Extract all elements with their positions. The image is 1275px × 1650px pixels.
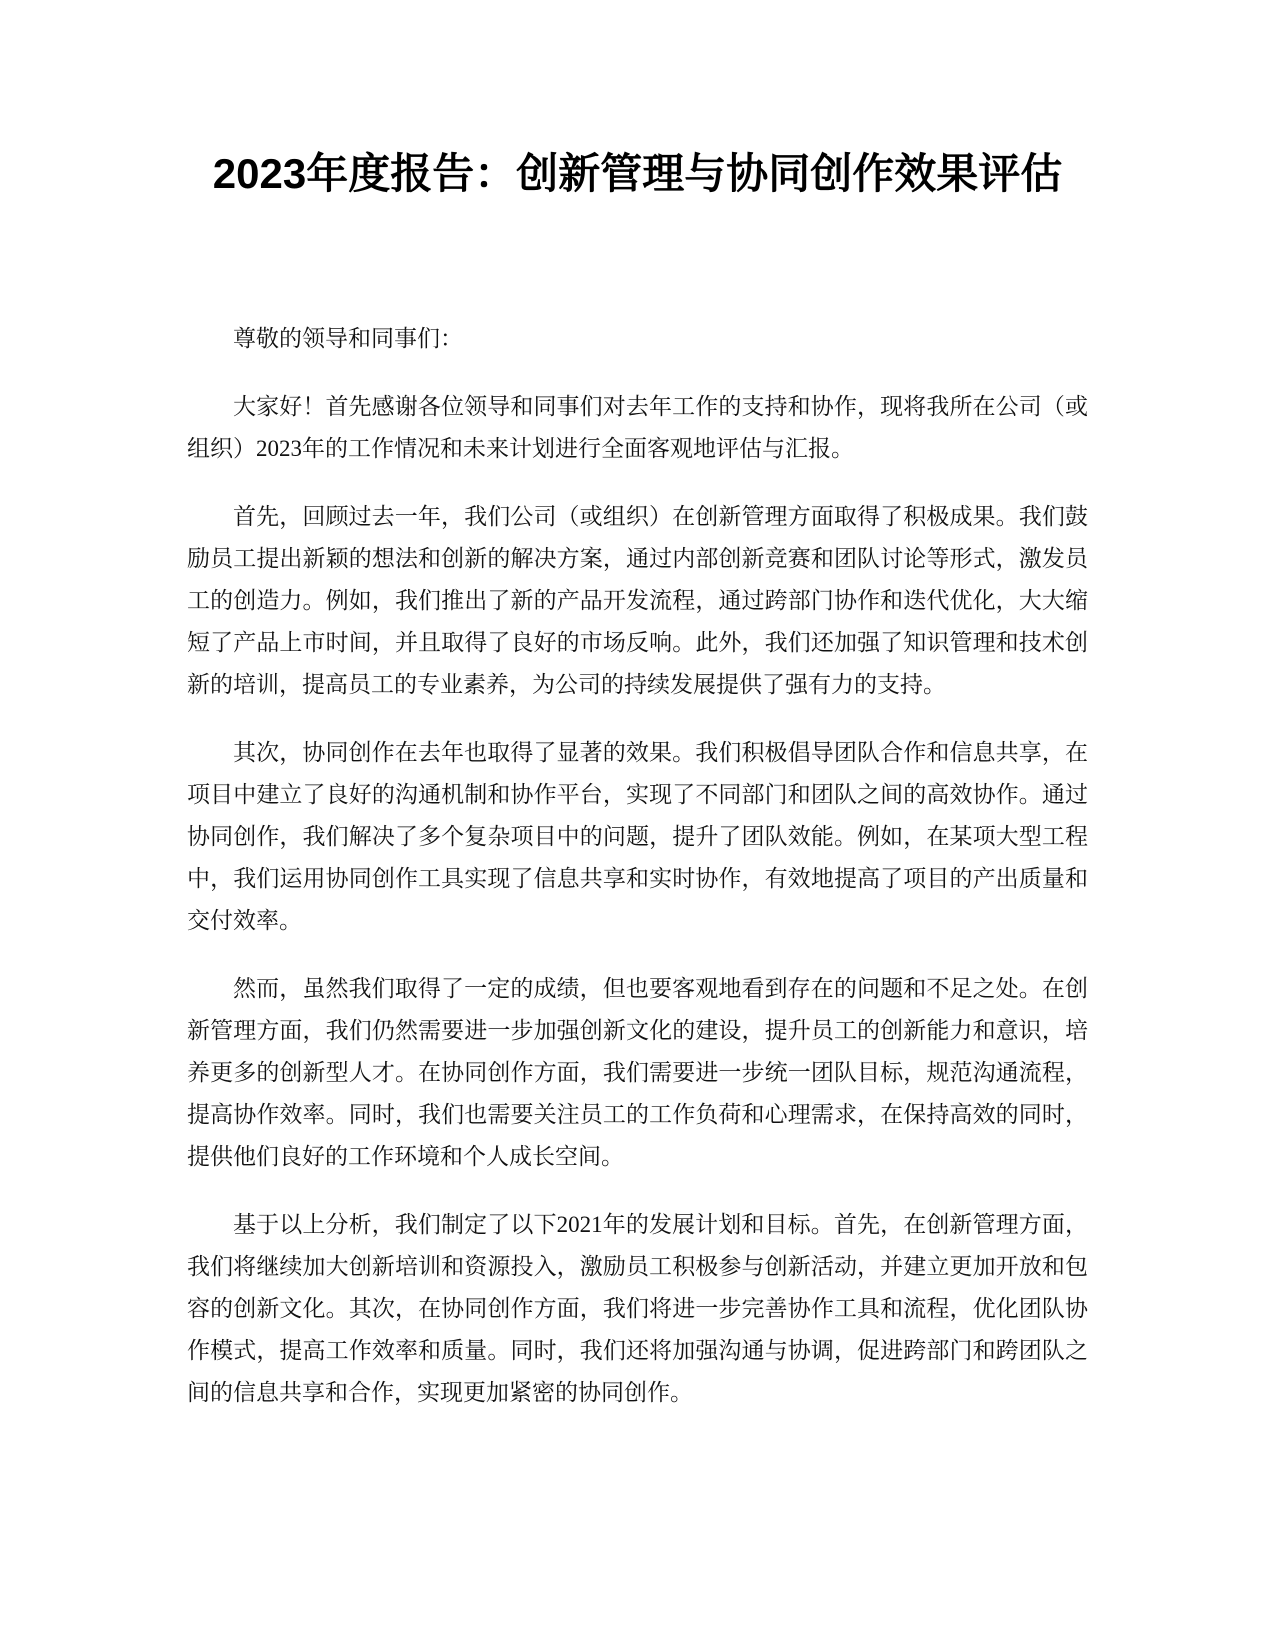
document-body bbox=[187, 318, 1088, 1440]
document-title: 2023年度报告：创新管理与协同创作效果评估 bbox=[212, 150, 1063, 197]
paragraph: 然而，虽然我们取得了一定的成绩，但也要客观地看到存在的问题和不足之处。在创新管理方面，我们仍然需要进一步加强创新文化的建设，提升员工的创新能力和意识，培养更多的创新型人才。在协同创作方面，我们需要进一步统一团队目标，规范沟通流程，提高协作效率。同时，我们也需要关注员工的工作负荷和心理需求，在保持高效的同时，提供他们良好的工作环境和个人成长空间。 bbox=[187, 976, 1088, 1169]
paragraph: 大家好！首先感谢各位领导和同事们对去年工作的支持和协作，现将我所在公司（或组织）2023年的工作情况和未来计划进行全面客观地评估与汇报。 bbox=[187, 394, 1088, 461]
paragraph: 其次，协同创作在去年也取得了显著的效果。我们积极倡导团队合作和信息共享，在项目中建立了良好的沟通机制和协作平台，实现了不同部门和团队之间的高效协作。通过协同创作，我们解决了多个复杂项目中的问题，提升了团队效能。例如，在某项大型工程中，我们运用协同创作工具实现了信息共享和实时协作，有效地提高了项目的产出质量和交付效率。 bbox=[187, 740, 1088, 933]
paragraph: 首先，回顾过去一年，我们公司（或组织）在创新管理方面取得了积极成果。我们鼓励员工提出新颖的想法和创新的解决方案，通过内部创新竞赛和团队讨论等形式，激发员工的创造力。例如，我们推出了新的产品开发流程，通过跨部门协作和迭代优化，大大缩短了产品上市时间，并且取得了良好的市场反响。此外，我们还加强了知识管理和技术创新的培训，提高员工的专业素养，为公司的持续发展提供了强有力的支持。 bbox=[187, 504, 1088, 697]
paragraph: 基于以上分析，我们制定了以下2021年的发展计划和目标。首先，在创新管理方面，我们将继续加大创新培训和资源投入，激励员工积极参与创新活动，并建立更加开放和包容的创新文化。其次，在协同创作方面，我们将进一步完善协作工具和流程，优化团队协作模式，提高工作效率和质量。同时，我们还将加强沟通与协调，促进跨部门和跨团队之间的信息共享和合作，实现更加紧密的协同创作。 bbox=[187, 1212, 1088, 1405]
salutation: 尊敬的领导和同事们： bbox=[233, 326, 463, 351]
